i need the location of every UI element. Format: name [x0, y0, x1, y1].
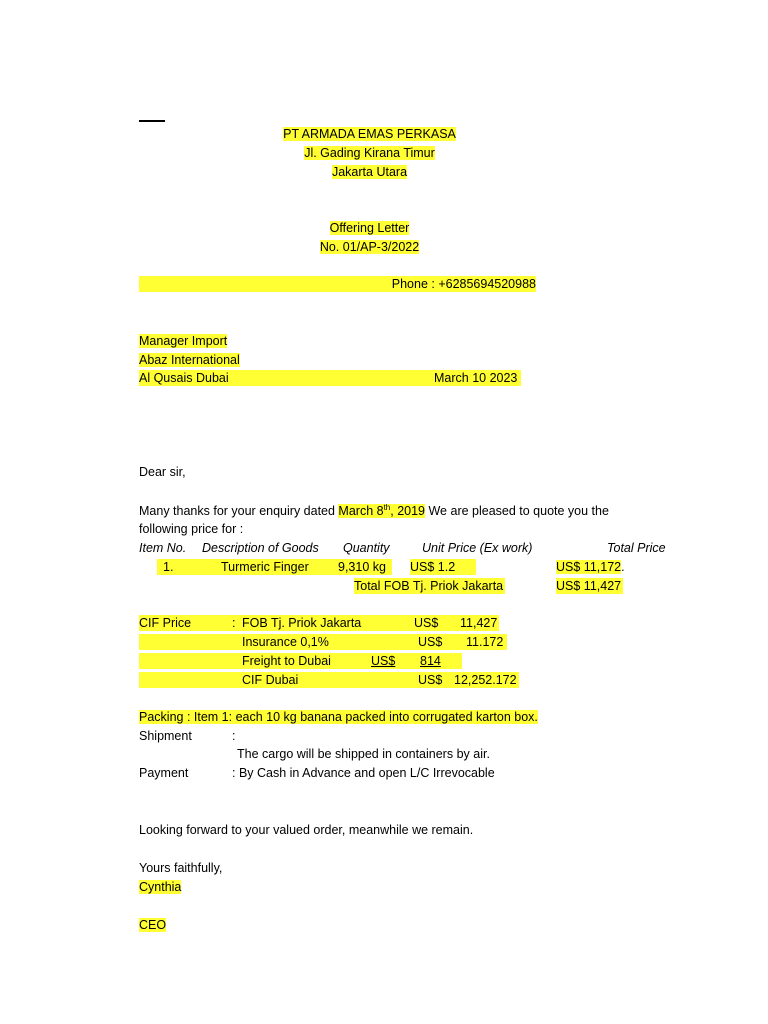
fob-total-label: Total FOB Tj. Priok Jakarta [354, 579, 504, 593]
company-name-row [139, 126, 600, 142]
company-name: PT ARMADA EMAS PERKASA [283, 127, 456, 141]
cif-freight-amount: 814 [420, 654, 441, 668]
shipment-text: The cargo will be shipped in containers by air. [237, 747, 490, 761]
letter-title: Offering Letter [329, 221, 410, 235]
packing-row [139, 709, 538, 725]
row-item-no: 1. [163, 560, 174, 574]
closing-line: Looking forward to your valued order, meanwhile we remain. [139, 823, 474, 837]
row-total-price: US$ 11,172 [556, 560, 622, 574]
cif-fob-currency: US$ [414, 616, 439, 630]
company-city-row [139, 164, 600, 180]
recipient-address: Al Qusais Dubai [139, 371, 229, 385]
header-unit-price: Unit Price (Ex work) [422, 541, 533, 555]
cif-dubai-label: CIF Dubai [242, 673, 299, 687]
table-row-goods [157, 559, 392, 575]
company-street-row [139, 145, 600, 161]
cif-row-total [139, 672, 519, 688]
row-total-dot: . [621, 560, 625, 574]
salutation: Dear sir, [139, 465, 186, 479]
shipment-label: Shipment [139, 729, 192, 743]
intro-line [139, 503, 609, 519]
recipient-company-row [139, 352, 240, 368]
cif-fob-label: FOB Tj. Priok Jakarta [242, 616, 362, 630]
payment-text: : By Cash in Advance and open L/C Irrevocable [232, 766, 495, 780]
enquiry-date [338, 504, 425, 518]
row-quantity: 9,310 kg [338, 560, 386, 574]
signoff: Yours faithfully, [139, 861, 223, 875]
company-street: Jl. Gading Kirana Timur [304, 146, 435, 160]
letter-number-row [139, 239, 600, 255]
header-description: Description of Goods [202, 541, 319, 555]
recipient-address-line [139, 370, 521, 386]
cif-row-freight [139, 653, 462, 669]
phone-line: Phone : +6285694520988 [139, 276, 536, 292]
cif-insurance-currency: US$ [418, 635, 443, 649]
company-city: Jakarta Utara [331, 165, 408, 179]
enquiry-date-suffix: th [383, 502, 391, 512]
signer-name: Cynthia [139, 880, 182, 894]
row-total-wrap [556, 559, 625, 575]
signer-name-row [139, 879, 181, 895]
signer-role-row [139, 917, 166, 933]
intro-text-b: We are pleased to quote you the [425, 504, 609, 518]
header-quantity: Quantity [343, 541, 390, 555]
letter-number: No. 01/AP-3/2022 [319, 240, 420, 254]
row-description: Turmeric Finger [221, 560, 309, 574]
letter-date: March 10 2023 [434, 371, 518, 385]
cif-dubai-amount: 12,252.172 [454, 673, 517, 687]
recipient-title-row [139, 333, 227, 349]
cif-fob-amount: 11,427 [460, 616, 498, 630]
top-rule [139, 120, 165, 122]
payment-label: Payment [139, 766, 189, 780]
packing-text: Packing : Item 1: each 10 kg banana packed into corrugated karton box. [139, 710, 538, 724]
enquiry-date-year: , 2019 [390, 504, 426, 518]
cif-dubai-currency: US$ [418, 673, 443, 687]
cif-label: CIF Price [139, 616, 192, 630]
fob-total-value: US$ 11,427 [556, 579, 622, 593]
enquiry-date-main: March 8 [338, 504, 384, 518]
letter-title-row [139, 220, 600, 236]
recipient-company: Abaz International [139, 353, 240, 367]
recipient-title: Manager Import [139, 334, 228, 348]
cif-insurance-label: Insurance 0,1% [242, 635, 329, 649]
intro-line-2: following price for : [139, 522, 244, 536]
header-total-price: Total Price [607, 541, 666, 555]
cif-row-fob [139, 615, 499, 631]
row-unit-price: US$ 1.2 [410, 559, 476, 575]
cif-freight-label: Freight to Dubai [242, 654, 331, 668]
cif-row-insurance [139, 634, 507, 650]
cif-insurance-amount: 11.172 [466, 635, 504, 649]
signer-role: CEO [139, 918, 167, 932]
intro-text-a: Many thanks for your enquiry dated [139, 504, 339, 518]
cif-colon: : [232, 616, 236, 630]
shipment-colon: : [232, 729, 236, 743]
header-item-no: Item No. [139, 541, 187, 555]
cif-freight-currency: US$ [371, 654, 396, 668]
